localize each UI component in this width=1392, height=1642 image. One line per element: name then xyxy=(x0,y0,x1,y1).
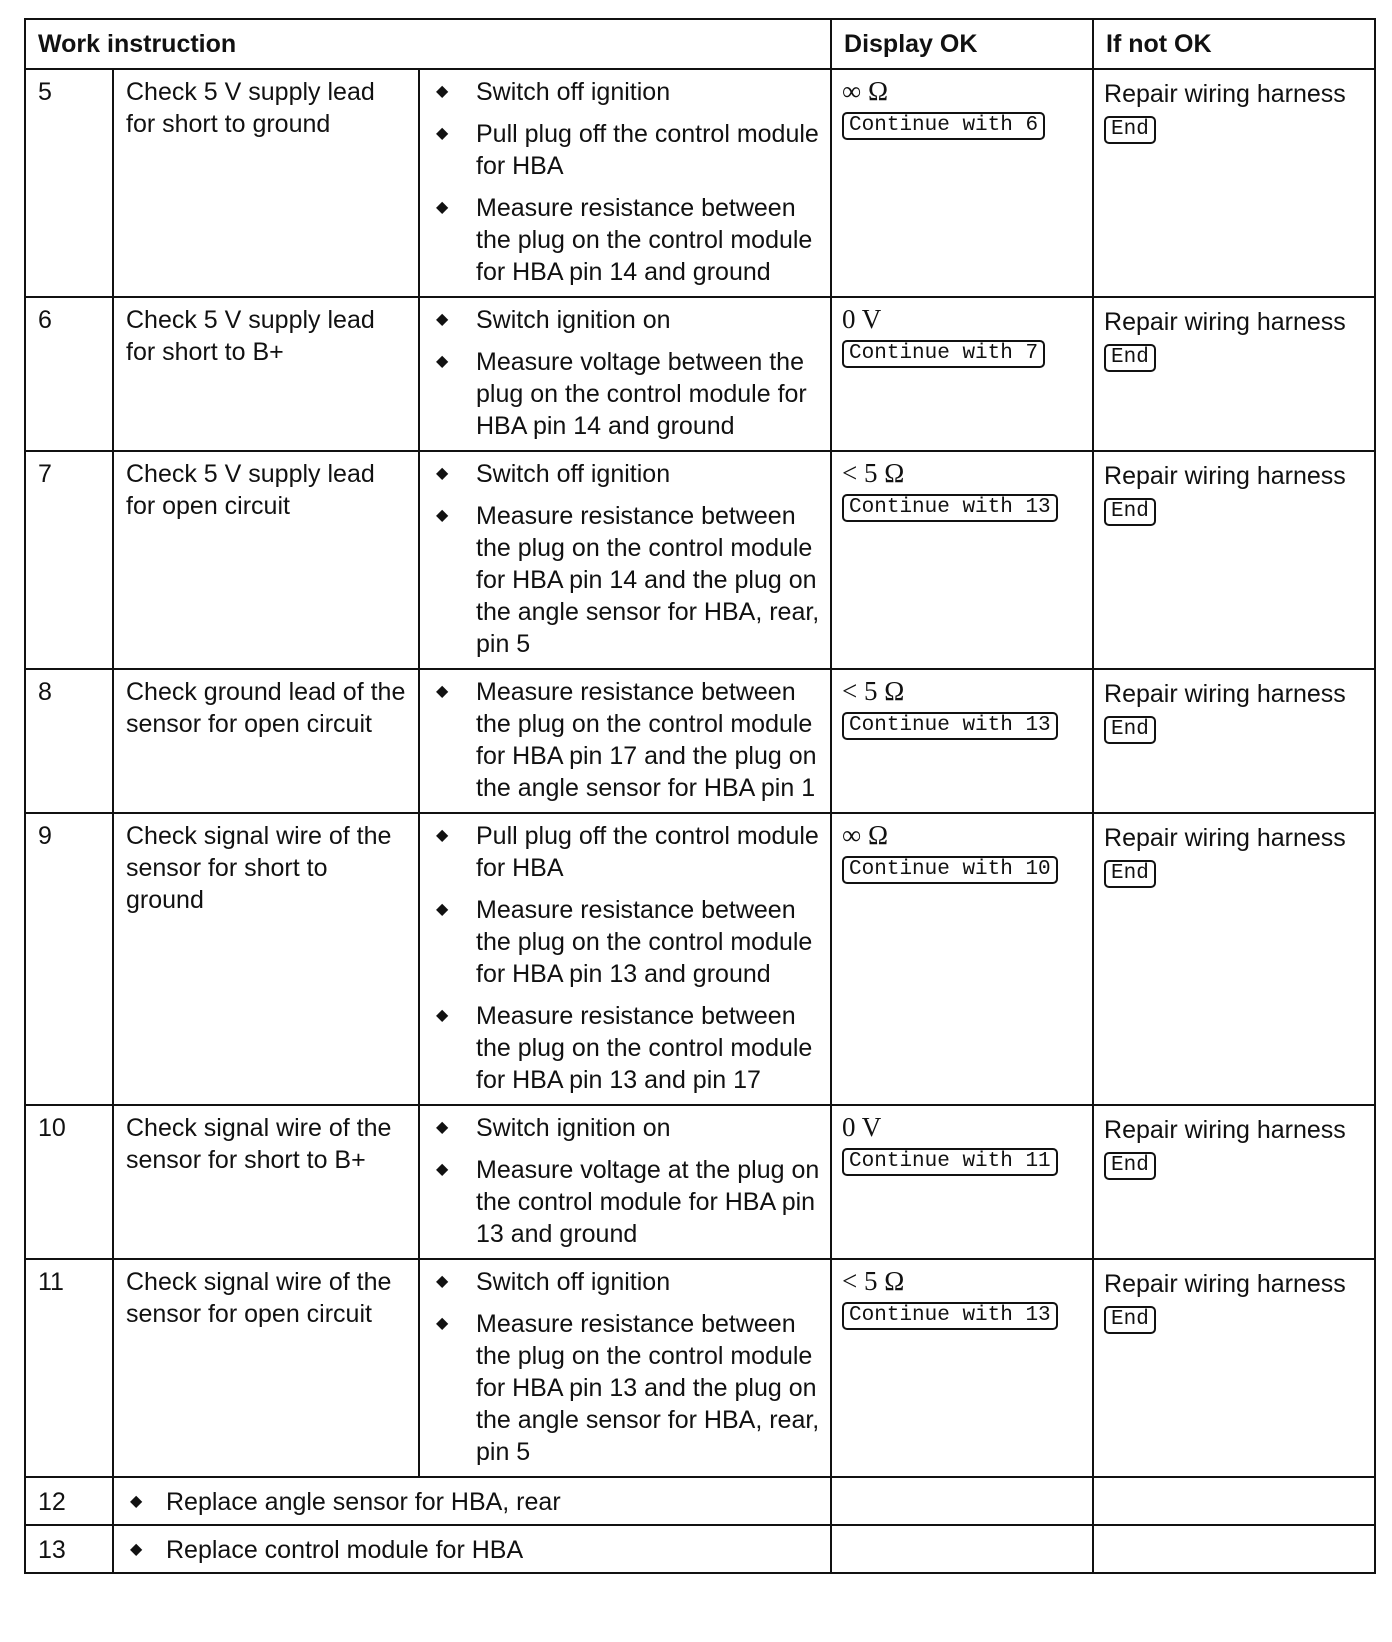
display-ok-cell xyxy=(831,1477,1093,1525)
step-number: 11 xyxy=(25,1259,113,1477)
instruction-text: Switch off ignition xyxy=(476,460,671,488)
table-row xyxy=(25,297,1375,451)
if-not-ok-cell xyxy=(1093,1105,1375,1259)
if-not-ok-cell xyxy=(1093,1525,1375,1573)
continue-with-box: Continue with 6 xyxy=(842,112,1045,140)
display-ok-cell xyxy=(831,1259,1093,1477)
bullet-icon: ◆ xyxy=(436,83,449,100)
instruction-text: Pull plug off the control module for HBA xyxy=(476,822,819,882)
table-row xyxy=(25,1105,1375,1259)
display-ok-cell xyxy=(831,69,1093,297)
bullet-icon: ◆ xyxy=(436,1119,449,1136)
instruction-text: Switch ignition on xyxy=(476,306,671,334)
table-body xyxy=(25,69,1375,1573)
display-ok-cell xyxy=(831,297,1093,451)
end-box: End xyxy=(1104,116,1156,144)
instruction-text: Switch off ignition xyxy=(476,1268,671,1296)
if-not-ok-cell xyxy=(1093,297,1375,451)
expected-reading: 0 V xyxy=(842,1112,882,1142)
end-box: End xyxy=(1104,498,1156,526)
instruction-text: Measure resistance between the plug on the control module for HBA pin 13 and pin 17 xyxy=(476,1002,813,1094)
continue-with-box: Continue with 13 xyxy=(842,1302,1058,1330)
instruction-text: Replace control module for HBA xyxy=(166,1536,524,1564)
remedy-text: Repair wiring harness xyxy=(1104,824,1346,852)
instruction-text: Measure voltage between the plug on the control module for HBA pin 14 and ground xyxy=(476,348,807,440)
step-title: Check ground lead of the sensor for open circuit xyxy=(113,669,419,813)
instruction-item xyxy=(432,500,822,660)
work-instruction-sheet xyxy=(24,18,1374,1574)
instruction-item xyxy=(432,820,822,884)
instruction-item xyxy=(432,1308,822,1468)
expected-reading: ∞ Ω xyxy=(842,820,889,850)
bullet-icon: ◆ xyxy=(130,1541,143,1558)
step-number: 9 xyxy=(25,813,113,1105)
remedy-text: Repair wiring harness xyxy=(1104,80,1346,108)
bullet-icon: ◆ xyxy=(436,683,449,700)
bullet-icon: ◆ xyxy=(436,353,449,370)
step-number: 8 xyxy=(25,669,113,813)
instruction-item xyxy=(432,76,822,108)
remedy-text: Repair wiring harness xyxy=(1104,308,1346,336)
instruction-text: Measure resistance between the plug on the control module for HBA pin 14 and ground xyxy=(476,194,813,286)
if-not-ok-cell xyxy=(1093,451,1375,669)
if-not-ok-cell xyxy=(1093,813,1375,1105)
instruction-text: Measure resistance between the plug on the control module for HBA pin 17 and the plug on the angle sensor for HBA pin 1 xyxy=(476,678,817,802)
step-title: Check 5 V supply lead for short to ground xyxy=(113,69,419,297)
instruction-text: Measure resistance between the plug on the control module for HBA pin 13 and the plug on the angle sensor for HBA, rear, pin 5 xyxy=(476,1310,820,1466)
bullet-icon: ◆ xyxy=(436,1315,449,1332)
display-ok-cell xyxy=(831,1105,1093,1259)
end-box: End xyxy=(1104,1306,1156,1334)
continue-with-box: Continue with 7 xyxy=(842,340,1045,368)
instruction-item xyxy=(432,192,822,288)
table-row xyxy=(25,69,1375,297)
end-box: End xyxy=(1104,344,1156,372)
instruction-text: Switch off ignition xyxy=(476,78,671,106)
instruction-item xyxy=(432,1112,822,1144)
instruction-item xyxy=(432,118,822,182)
instruction-text: Replace angle sensor for HBA, rear xyxy=(166,1488,561,1516)
end-box: End xyxy=(1104,716,1156,744)
instruction-item xyxy=(113,1477,831,1525)
bullet-icon: ◆ xyxy=(436,1273,449,1290)
bullet-icon: ◆ xyxy=(436,1007,449,1024)
instruction-list xyxy=(419,1105,831,1259)
work-instruction-table xyxy=(24,18,1376,1574)
bullet-icon: ◆ xyxy=(436,465,449,482)
instruction-item xyxy=(113,1525,831,1573)
end-box: End xyxy=(1104,1152,1156,1180)
instruction-item xyxy=(432,458,822,490)
bullet-icon: ◆ xyxy=(436,199,449,216)
step-title: Check signal wire of the sensor for short to ground xyxy=(113,813,419,1105)
step-number: 6 xyxy=(25,297,113,451)
remedy-text: Repair wiring harness xyxy=(1104,1116,1346,1144)
continue-with-box: Continue with 10 xyxy=(842,856,1058,884)
display-ok-cell xyxy=(831,451,1093,669)
table-row xyxy=(25,1525,1375,1573)
if-not-ok-cell xyxy=(1093,1259,1375,1477)
display-ok-cell xyxy=(831,669,1093,813)
instruction-item xyxy=(432,346,822,442)
expected-reading: < 5 Ω xyxy=(842,458,905,488)
bullet-icon: ◆ xyxy=(436,311,449,328)
if-not-ok-cell xyxy=(1093,69,1375,297)
continue-with-box: Continue with 13 xyxy=(842,712,1058,740)
expected-reading: < 5 Ω xyxy=(842,1266,905,1296)
instruction-item xyxy=(432,1266,822,1298)
instruction-text: Measure resistance between the plug on the control module for HBA pin 14 and the plug on the angle sensor for HBA, rear, pin 5 xyxy=(476,502,820,658)
instruction-list xyxy=(419,669,831,813)
bullet-icon: ◆ xyxy=(436,125,449,142)
remedy-text: Repair wiring harness xyxy=(1104,462,1346,490)
if-not-ok-cell xyxy=(1093,669,1375,813)
step-number: 10 xyxy=(25,1105,113,1259)
instruction-item xyxy=(432,1154,822,1250)
instruction-item xyxy=(432,894,822,990)
instruction-list xyxy=(419,813,831,1105)
table-row xyxy=(25,1259,1375,1477)
step-number: 12 xyxy=(25,1477,113,1525)
instruction-text: Measure resistance between the plug on the control module for HBA pin 13 and ground xyxy=(476,896,813,988)
instruction-list xyxy=(419,1259,831,1477)
step-number: 5 xyxy=(25,69,113,297)
header-work-instruction: Work instruction xyxy=(25,19,831,69)
bullet-icon: ◆ xyxy=(436,507,449,524)
if-not-ok-cell xyxy=(1093,1477,1375,1525)
end-box: End xyxy=(1104,860,1156,888)
instruction-text: Switch ignition on xyxy=(476,1114,671,1142)
display-ok-cell xyxy=(831,813,1093,1105)
display-ok-cell xyxy=(831,1525,1093,1573)
step-title: Check signal wire of the sensor for open circuit xyxy=(113,1259,419,1477)
bullet-icon: ◆ xyxy=(436,1161,449,1178)
bullet-icon: ◆ xyxy=(436,827,449,844)
table-row xyxy=(25,813,1375,1105)
expected-reading: ∞ Ω xyxy=(842,76,889,106)
instruction-text: Pull plug off the control module for HBA xyxy=(476,120,819,180)
step-title: Check 5 V supply lead for short to B+ xyxy=(113,297,419,451)
instruction-text: Measure voltage at the plug on the control module for HBA pin 13 and ground xyxy=(476,1156,820,1248)
table-row xyxy=(25,451,1375,669)
bullet-icon: ◆ xyxy=(130,1493,143,1510)
instruction-item xyxy=(432,676,822,804)
step-number: 13 xyxy=(25,1525,113,1573)
step-title: Check signal wire of the sensor for short to B+ xyxy=(113,1105,419,1259)
expected-reading: 0 V xyxy=(842,304,882,334)
remedy-text: Repair wiring harness xyxy=(1104,680,1346,708)
step-title: Check 5 V supply lead for open circuit xyxy=(113,451,419,669)
instruction-list xyxy=(419,451,831,669)
table-row xyxy=(25,669,1375,813)
instruction-item xyxy=(432,304,822,336)
instruction-list xyxy=(419,69,831,297)
header-if-not-ok: If not OK xyxy=(1093,19,1375,69)
instruction-list xyxy=(419,297,831,451)
remedy-text: Repair wiring harness xyxy=(1104,1270,1346,1298)
continue-with-box: Continue with 11 xyxy=(842,1148,1058,1176)
header-row xyxy=(25,19,1375,69)
table-row xyxy=(25,1477,1375,1525)
header-display-ok: Display OK xyxy=(831,19,1093,69)
step-number: 7 xyxy=(25,451,113,669)
bullet-icon: ◆ xyxy=(436,901,449,918)
instruction-item xyxy=(432,1000,822,1096)
continue-with-box: Continue with 13 xyxy=(842,494,1058,522)
expected-reading: < 5 Ω xyxy=(842,676,905,706)
